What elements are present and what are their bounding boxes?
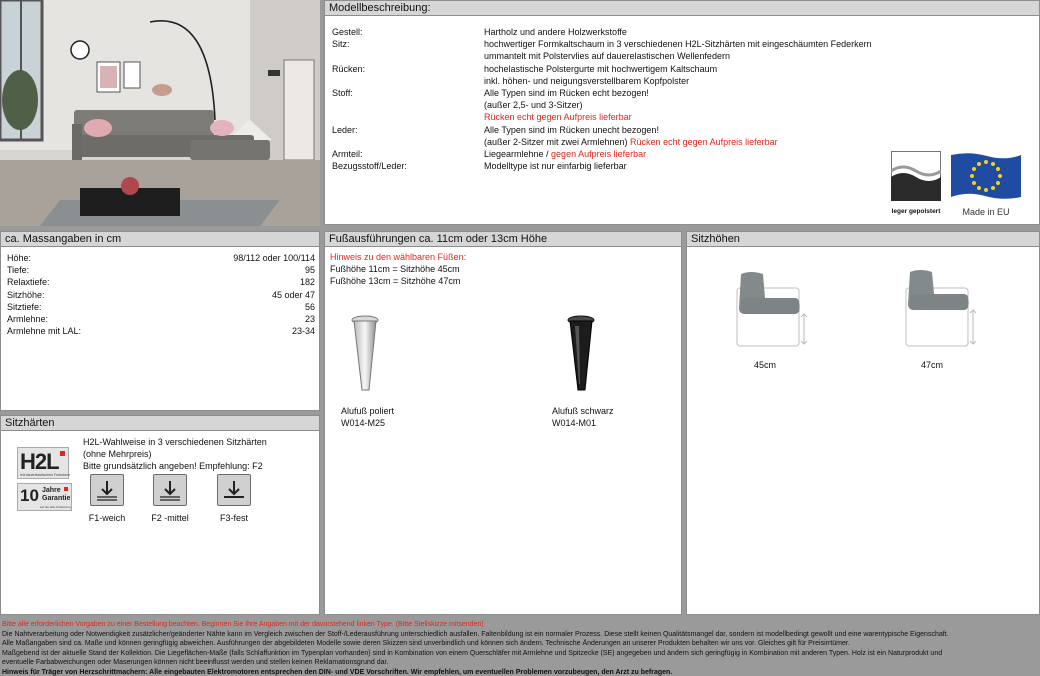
description-value	[484, 26, 892, 38]
dimension-value: 23	[304, 314, 315, 325]
dimension-row	[7, 301, 315, 313]
description-value-line	[484, 75, 892, 87]
warranty-logo-dot	[64, 487, 68, 491]
surcharge-note: gegen Aufpreis lieferbar	[551, 149, 647, 160]
h2l-logo-text: H2L	[20, 449, 59, 474]
seat-height-45-label: 45cm	[754, 360, 777, 370]
dimension-label: Armlehne mit LAL:	[7, 326, 82, 337]
dimension-row	[7, 252, 315, 264]
warranty-word-jahre: Jahre	[42, 487, 61, 494]
description-text: Alle Typen sind im Rücken unecht bezogen!	[484, 124, 659, 135]
foot-name: Alufuß poliert	[341, 406, 395, 416]
description-row	[332, 26, 892, 38]
hardness-f3-icon	[217, 474, 251, 506]
warranty-number: 10	[20, 486, 39, 505]
feet-hint-line-1: Fußhöhe 11cm = Sitzhöhe 45cm	[330, 264, 460, 275]
seat-height-47-icon	[900, 268, 980, 350]
upholstery-wave-icon	[891, 151, 941, 201]
description-value	[484, 148, 892, 160]
feet-hint	[330, 251, 466, 288]
description-key: Gestell:	[332, 27, 363, 37]
feet-title: Fußausführungen ca. 11cm oder 13cm Höhe	[325, 232, 681, 247]
hardness-line-2: (ohne Mehrpreis)	[83, 449, 152, 460]
leger-label: leger gepolstert	[891, 208, 941, 215]
seat-hardness-title: Sitzhärten	[1, 416, 319, 431]
description-value-line	[484, 99, 892, 111]
dimension-row	[7, 276, 315, 288]
description-row	[332, 63, 892, 87]
description-text: inkl. höhen- und neigungsverstellbarem Kopfpolster	[484, 75, 690, 86]
dimension-value: 182	[299, 277, 315, 288]
hardness-line-1: H2L-Wahlweise in 3 verschiedenen Sitzhärten	[83, 437, 267, 447]
hardness-f1-label: F1-weich	[88, 513, 126, 523]
product-photo	[0, 0, 320, 226]
description-key: Armteil:	[332, 149, 363, 160]
description-value-line	[484, 38, 892, 50]
description-key: Leder:	[332, 124, 358, 135]
dimension-row	[7, 313, 315, 325]
description-row	[332, 87, 892, 124]
description-value-line	[484, 148, 892, 160]
dimensions-title: ca. Massangaben in cm	[1, 232, 319, 247]
dimension-value: 95	[304, 265, 315, 276]
dimension-label: Tiefe:	[7, 265, 30, 276]
footer-line-5: Hinweis für Träger von Herzschrittmachern: Alle eingebauten Elektromotoren entsprechen den DIN- und VDE Vorschriften. Wir empfehlen, um eventuellen Problemen vorzubeugen, den Arzt zu befragen.	[2, 668, 673, 676]
footer-line-2: Alle Maßangaben sind ca. Maße und können geringfügig abweichen. Ausführungen der abgebildeten Modelle sowie deren Skizzen sind unverbindlich und können sich ändern. Technische Änderungen an unserer Produkten behalten wir uns vor. Gleiches gilt für Preisirrtümer.	[2, 640, 850, 648]
description-value-line	[484, 87, 892, 99]
foot-code: W014-M25	[341, 418, 386, 429]
warranty-caption: auf die H2L-Polsterung	[40, 505, 71, 509]
hardness-f2-icon	[153, 474, 187, 506]
description-value-line	[484, 160, 892, 172]
description-text: Alle Typen sind im Rücken echt bezogen!	[484, 88, 649, 99]
footer-warning: Bitte alle erforderlichen Vorgaben zu einer Bestellung beachten. Beginnen Sie Ihre Angaben mit der davorstehend linken Type. (Bitte Stellskizze mitsenden)	[2, 621, 484, 628]
dimension-row	[7, 289, 315, 301]
description-text: hochelastische Polstergurte mit hochwertigem Kaltschaum	[484, 63, 718, 74]
description-row	[332, 160, 892, 172]
black-aluminium-foot-icon	[563, 314, 599, 394]
description-key: Sitz:	[332, 39, 350, 50]
h2l-logo-caption: mit dauerelastischem Federkern	[20, 473, 70, 477]
description-text: hochwertiger Formkaltschaum in 3 verschiedenen H2L-Sitzhärten mit eingeschäumten Federkern	[484, 39, 872, 50]
dimension-value: 98/112 oder 100/114	[233, 253, 315, 263]
made-in-eu-label: Made in EU	[962, 207, 1010, 217]
dimension-row	[7, 325, 315, 337]
description-value-line	[484, 124, 892, 136]
seat-height-47-label: 47cm	[921, 360, 944, 370]
dimensions-list	[7, 252, 315, 337]
dimension-label: Armlehne:	[7, 314, 49, 325]
surcharge-note: Rücken echt gegen Aufpreis lieferbar	[630, 136, 778, 147]
description-value-line	[484, 50, 892, 62]
description-text: Liegearmlehne /	[484, 149, 552, 160]
foot-item-1	[341, 405, 394, 429]
hardness-f1-icon	[90, 474, 124, 506]
dimension-value: 23-34	[291, 326, 315, 337]
eu-flag-icon	[949, 151, 1023, 201]
living-room-photo	[0, 0, 320, 226]
description-value	[484, 38, 892, 62]
dimensions-panel	[0, 231, 320, 411]
description-value	[484, 63, 892, 87]
model-description-title: Modellbeschreibung:	[325, 1, 1039, 16]
feet-panel	[324, 231, 682, 615]
warranty-word-garantie: Garantie	[42, 495, 71, 502]
hardness-line-3: Bitte grundsätzlich angeben! Empfehlung: F2	[83, 461, 263, 472]
seat-height-45-icon	[731, 270, 811, 350]
dimension-value: 56	[304, 301, 315, 312]
description-row	[332, 148, 892, 160]
feet-hint-title: Hinweis zu den wählbaren Füßen:	[330, 252, 467, 262]
description-key: Stoff:	[332, 88, 353, 99]
seat-heights-title: Sitzhöhen	[687, 232, 1039, 247]
dimension-label: Sitztiefe:	[7, 301, 42, 312]
description-value-line	[484, 26, 892, 38]
description-text: Hartholz und andere Holzwerkstoffe	[484, 27, 627, 37]
made-in-eu-badge	[949, 151, 1023, 217]
surcharge-note: Rücken echt gegen Aufpreis lieferbar	[484, 112, 632, 123]
leger-gepolstert-badge	[891, 151, 941, 213]
description-value	[484, 160, 892, 172]
description-value-line	[484, 111, 892, 123]
ten-year-warranty-logo	[17, 483, 72, 511]
description-value	[484, 124, 892, 148]
hardness-f2-label: F2 -mittel	[151, 513, 189, 523]
h2l-logo-dot	[60, 451, 65, 456]
description-key: Rücken:	[332, 63, 366, 74]
description-row	[332, 38, 892, 62]
hardness-text	[83, 436, 313, 473]
description-text: (außer 2,5- und 3-Sitzer)	[484, 100, 583, 111]
h2l-logo	[17, 447, 69, 479]
footer-line-1: Die Nahtverarbeitung oder Notwendigkeit zusätzlicher/geänderter Nähte kann im Vergleich zwischen der Stoff-/Lederausführung unterschiedlich ausfallen. Faltenbildung ist ein normaler Prozess. Diese stellt keinen Qualitätsmangel dar, sondern ist modellbedingt gewollt und eine warentypische Eigenschaft.	[2, 630, 949, 638]
description-value-line	[484, 63, 892, 75]
footer-line-4: eventuelle Farbabweichungen oder Maserungen können nicht beeinflusst werden und stellen keinen Reklamationsgrund dar.	[2, 659, 389, 667]
polished-aluminium-foot-icon	[347, 314, 383, 394]
description-text: (außer 2-Sitzer mit zwei Armlehnen)	[484, 136, 631, 147]
description-key: Bezugsstoff/Leder:	[332, 161, 407, 172]
feet-hint-line-2: Fußhöhe 13cm = Sitzhöhe 47cm	[330, 276, 461, 287]
dimension-label: Höhe:	[7, 253, 32, 263]
seat-heights-panel	[686, 231, 1040, 615]
description-value-line	[484, 136, 892, 148]
description-row	[332, 124, 892, 148]
foot-code: W014-M01	[552, 418, 597, 429]
model-description-panel	[324, 0, 1040, 225]
dimension-label: Sitzhöhe:	[7, 289, 45, 300]
foot-name: Alufuß schwarz	[552, 406, 614, 416]
seat-hardness-panel	[0, 415, 320, 615]
foot-item-2	[552, 405, 614, 429]
description-text: ummantelt mit Polstervlies auf dauerelastischen Wellenfedern	[484, 51, 730, 62]
footer-line-3: Maßgebend ist der aktuelle Stand der Kollektion. Die Liegeflächen-Maße (falls Schlaffunktion im Typenplan vorhanden) sind in Kombination von einem Querschläfer mit Armlehne und Spitzecke (SE) angegeben und ändern sich geringfügig in Kombination mit anderen Typen. Holz ist ein Naturprodukt und	[2, 649, 943, 657]
dimension-label: Relaxtiefe:	[7, 277, 50, 288]
description-text: Modelltype ist nur einfarbig lieferbar	[484, 161, 627, 172]
footer-notes	[0, 618, 1040, 676]
dimension-value: 45 oder 47	[271, 289, 315, 300]
model-description-rows	[332, 26, 892, 172]
description-value	[484, 87, 892, 124]
dimension-row	[7, 264, 315, 276]
hardness-f3-label: F3-fest	[219, 513, 248, 523]
